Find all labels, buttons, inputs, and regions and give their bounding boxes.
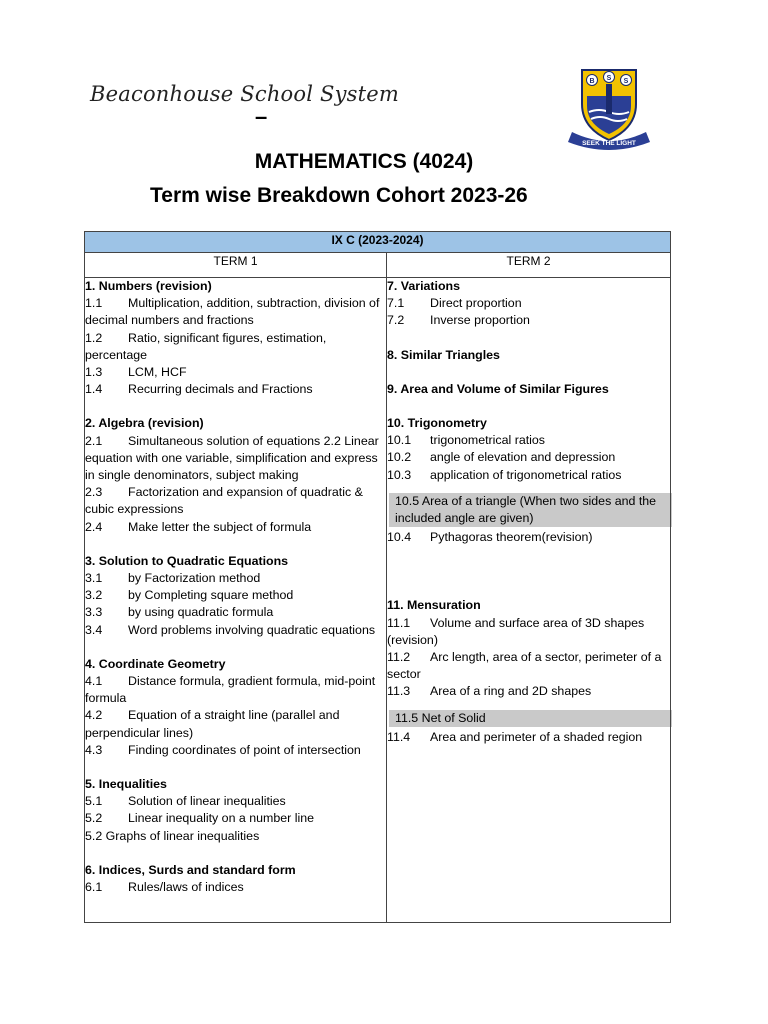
item-text: Factorization and expansion of quadratic & cubic expressions [85, 485, 363, 517]
list-item [85, 587, 386, 604]
list-item [85, 828, 386, 845]
item-number: 3.4 [85, 622, 103, 637]
term1-column [85, 278, 387, 923]
item-text: by Completing square method [128, 588, 294, 603]
list-item [387, 649, 670, 683]
list-item [85, 707, 386, 741]
term-breakdown-table [84, 231, 671, 923]
list-item [85, 742, 386, 759]
list-item [85, 364, 386, 381]
section-title: 5. Inequalities [85, 777, 167, 792]
term1-section [85, 278, 386, 398]
breakdown-subtitle: Term wise Breakdown Cohort 2023-26 [150, 184, 528, 207]
list-item [387, 683, 670, 700]
section-title: 10. Trigonometry [387, 416, 487, 431]
item-number: 4.2 [85, 708, 103, 723]
section-title: 11. Mensuration [387, 598, 481, 613]
list-item [85, 484, 386, 518]
item-number: 4.3 [85, 742, 103, 757]
section-title: 4. Coordinate Geometry [85, 656, 226, 671]
item-text: Ratio, significant figures, estimation, percentage [85, 330, 327, 362]
term1-section [85, 862, 386, 896]
item-text: LCM, HCF [128, 365, 187, 380]
item-text: 5.2 Graphs of linear inequalities [85, 828, 260, 843]
item-text: application of trigonometrical ratios [430, 467, 622, 482]
item-text: Linear inequality on a number line [128, 811, 314, 826]
section-title: 7. Variations [387, 279, 461, 293]
list-item [85, 295, 386, 329]
item-number: 3.1 [85, 571, 103, 586]
item-number: 5.1 [85, 794, 103, 809]
list-item [85, 519, 386, 536]
highlighted-topic: 10.5 Area of a triangle (When two sides and the included angle are given) [389, 493, 672, 527]
item-number: 11.3 [387, 684, 411, 699]
item-text: Make letter the subject of formula [128, 519, 312, 534]
item-number: 1.4 [85, 382, 103, 397]
list-item [387, 615, 670, 649]
item-text: trigonometrical ratios [430, 433, 546, 448]
list-item [85, 570, 386, 587]
list-item [387, 529, 670, 546]
item-number: 10.2 [387, 450, 412, 465]
list-item [387, 295, 670, 312]
school-name: Beaconhouse School System [90, 82, 400, 106]
item-text: Distance formula, gradient formula, mid-point formula [85, 674, 376, 706]
list-item [85, 381, 386, 398]
list-item [387, 312, 670, 329]
item-number: 11.1 [387, 615, 411, 630]
list-item [85, 433, 386, 485]
similar-triangles-title: 8. Similar Triangles [387, 347, 500, 362]
item-text: Solution of linear inequalities [128, 794, 286, 809]
header-dash: – [255, 104, 268, 129]
variations-section [387, 278, 670, 330]
item-number: 6.1 [85, 880, 103, 895]
list-item [387, 729, 670, 746]
term1-section [85, 553, 386, 639]
list-item [387, 432, 670, 449]
list-item [85, 330, 386, 364]
school-crest-logo [562, 66, 656, 150]
highlighted-topic: 11.5 Net of Solid [389, 710, 672, 727]
term1-section [85, 656, 386, 759]
list-item [85, 622, 386, 639]
list-item [85, 810, 386, 827]
item-number: 10.1 [387, 433, 412, 448]
item-text: Area and perimeter of a shaded region [430, 729, 643, 744]
term1-section [85, 776, 386, 845]
list-item [387, 467, 670, 484]
item-text: Pythagoras theorem(revision) [430, 530, 593, 545]
item-text: Equation of a straight line (parallel and perpendicular lines) [85, 708, 340, 740]
crest-letter: S [606, 75, 612, 82]
item-number: 2.1 [85, 433, 103, 448]
term2-column [387, 278, 671, 923]
term1-header: TERM 1 [85, 253, 387, 278]
term2-header: TERM 2 [387, 253, 671, 278]
area-volume-title: 9. Area and Volume of Similar Figures [387, 381, 609, 396]
list-item [387, 449, 670, 466]
item-number: 1.3 [85, 365, 103, 380]
item-text: Rules/laws of indices [128, 880, 244, 895]
item-number: 11.4 [387, 729, 411, 744]
term1-section [85, 415, 386, 535]
item-number: 2.3 [85, 485, 103, 500]
item-number: 3.2 [85, 588, 103, 603]
section-title: 1. Numbers (revision) [85, 279, 212, 293]
item-number: 7.1 [387, 296, 405, 311]
item-text: by using quadratic formula [128, 605, 274, 620]
item-number: 10.3 [387, 467, 412, 482]
trigonometry-section [387, 415, 670, 546]
item-number: 7.2 [387, 313, 405, 328]
item-number: 1.1 [85, 296, 103, 311]
crest-motto: SEEK THE LIGHT [582, 140, 636, 147]
list-item [85, 673, 386, 707]
crest-letter: B [589, 78, 595, 85]
section-title: 3. Solution to Quadratic Equations [85, 553, 289, 568]
item-text: Recurring decimals and Fractions [128, 382, 313, 397]
item-text: Area of a ring and 2D shapes [430, 684, 592, 699]
item-text: Finding coordinates of point of intersection [128, 742, 361, 757]
list-item [85, 604, 386, 621]
mensuration-section [387, 597, 670, 746]
item-number: 3.3 [85, 605, 103, 620]
class-header: IX C (2023-2024) [85, 232, 671, 253]
item-number: 2.4 [85, 519, 103, 534]
item-text: Simultaneous solution of equations 2.2 Linear equation with one variable, simplification and express in single denominators, subject making [85, 433, 379, 483]
section-title: 2. Algebra (revision) [85, 416, 204, 431]
section-title: 6. Indices, Surds and standard form [85, 862, 296, 877]
item-text: Direct proportion [430, 296, 522, 311]
subject-title: MATHEMATICS (4024) [254, 150, 474, 173]
item-number: 4.1 [85, 674, 103, 689]
item-number: 10.4 [387, 530, 412, 545]
item-text: angle of elevation and depression [430, 450, 616, 465]
item-text: Multiplication, addition, subtraction, division of decimal numbers and fractions [85, 296, 380, 328]
item-text: Volume and surface area of 3D shapes (revision) [387, 615, 645, 647]
item-number: 5.2 [85, 811, 103, 826]
item-number: 1.2 [85, 330, 103, 345]
item-text: by Factorization method [128, 571, 261, 586]
item-number: 11.2 [387, 650, 411, 665]
list-item [85, 879, 386, 896]
item-text: Inverse proportion [430, 313, 530, 328]
list-item [85, 793, 386, 810]
item-text: Word problems involving quadratic equations [128, 622, 376, 637]
crest-letter: S [623, 78, 629, 85]
item-text: Arc length, area of a sector, perimeter of a sector [387, 650, 662, 682]
